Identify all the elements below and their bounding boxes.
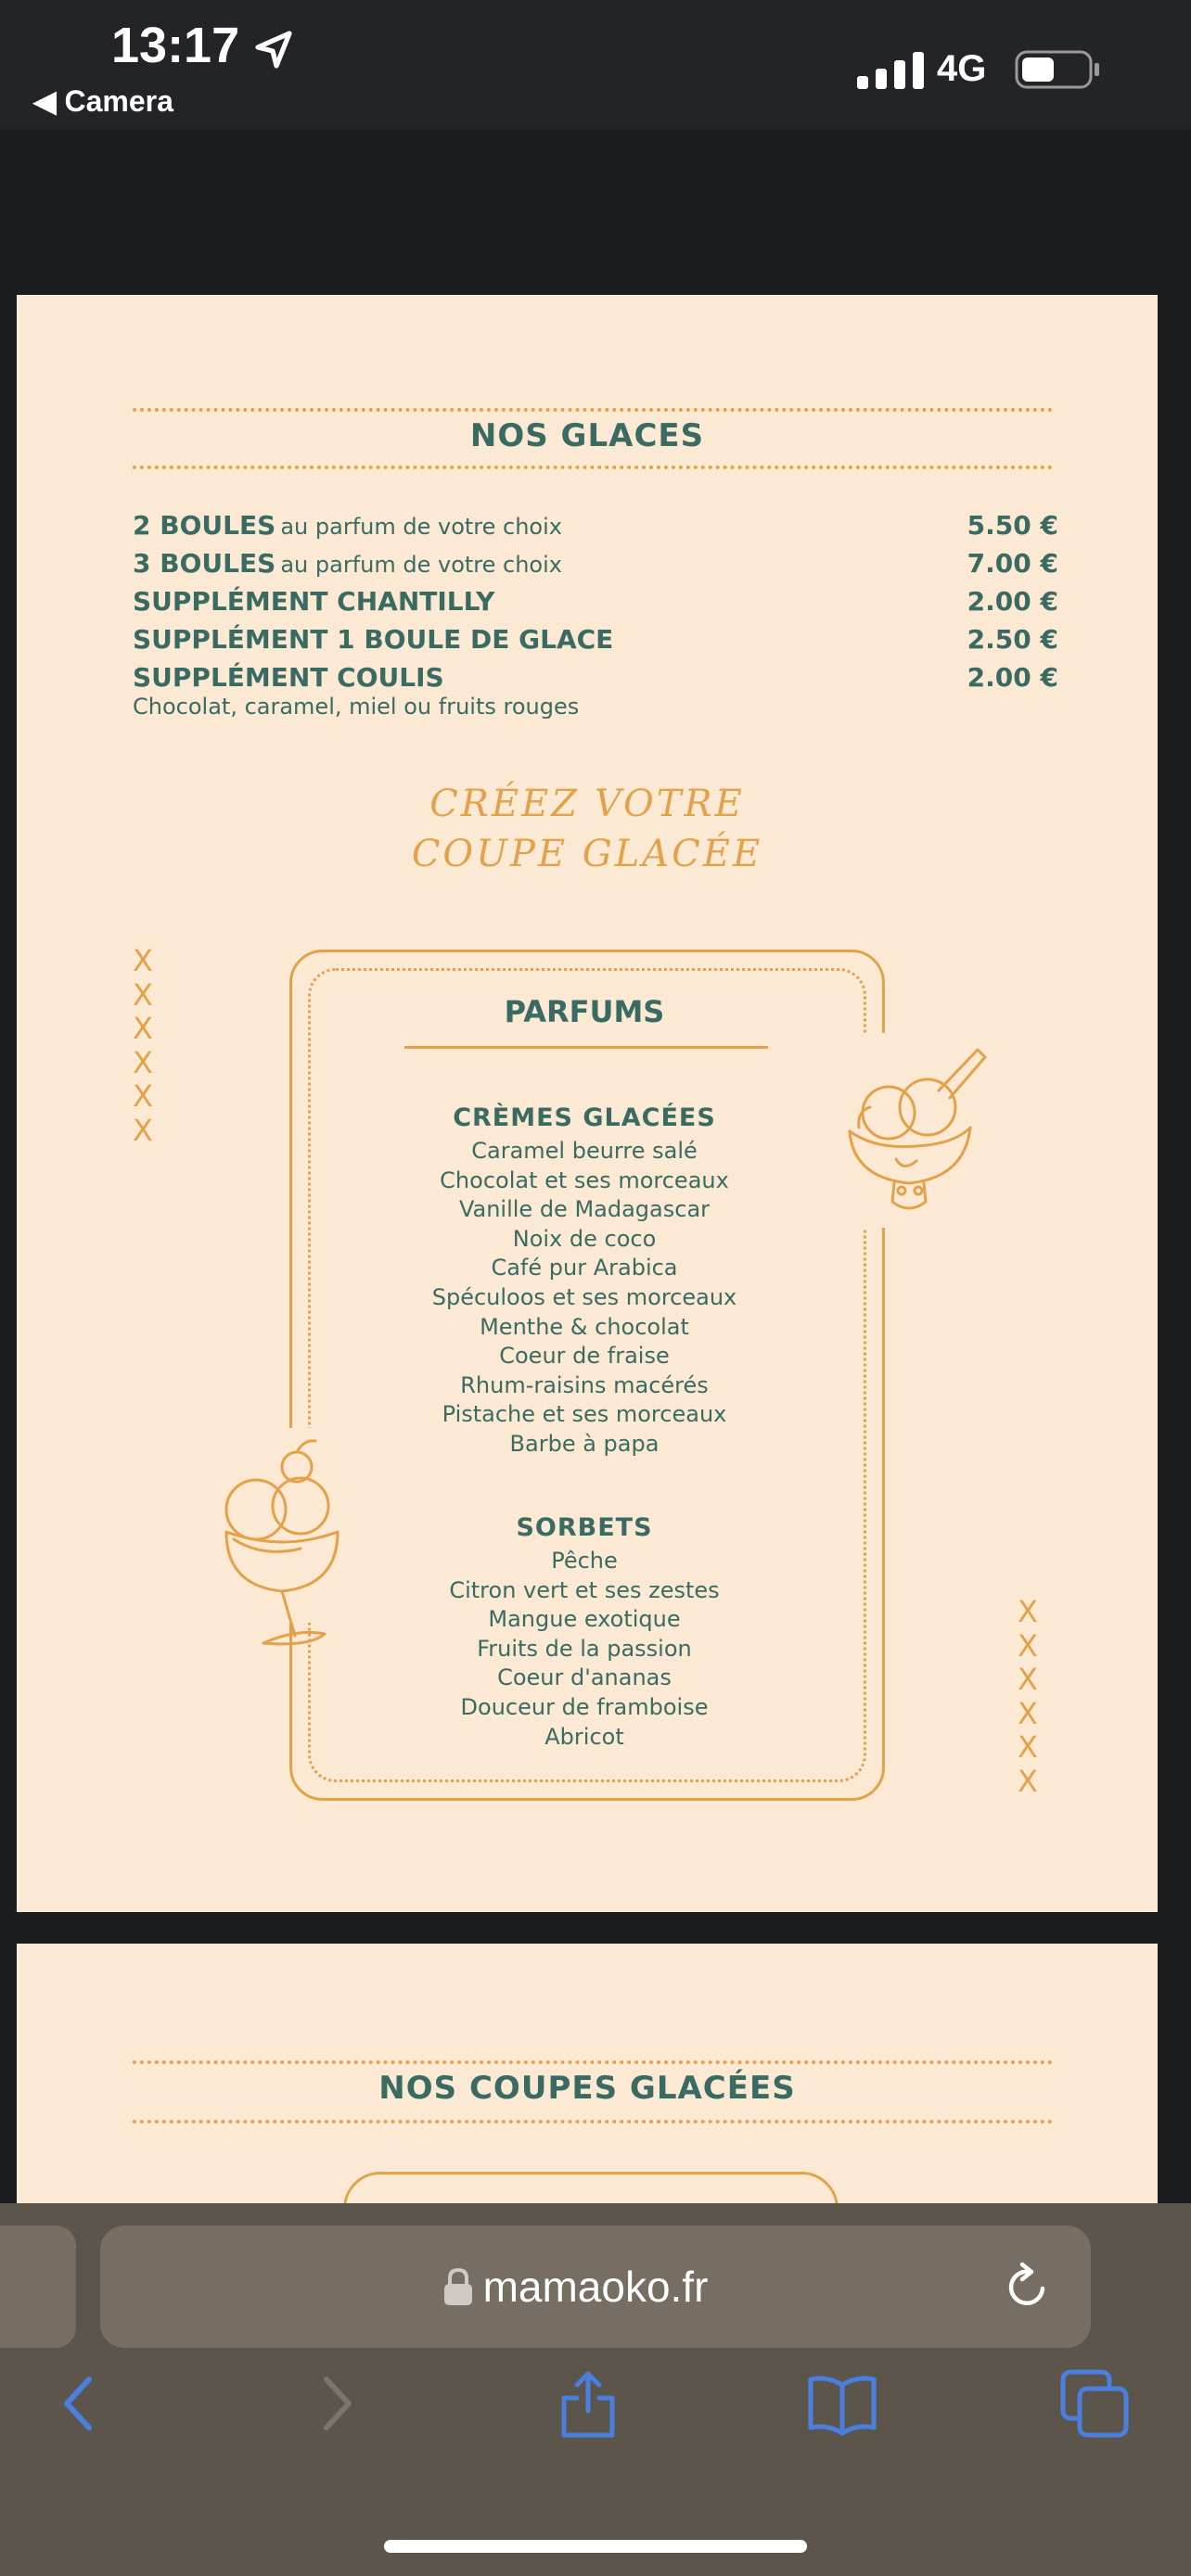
flavor-item: Barbe à papa [509,1430,660,1457]
flavor-item: Douceur de framboise [460,1693,709,1720]
item-name: 2 BOULES [133,510,276,541]
menu-page-glaces [17,295,1158,1912]
share-icon[interactable] [551,2366,625,2441]
flavor-item: Coeur de fraise [499,1343,670,1370]
previous-tab-preview[interactable] [0,2225,76,2348]
cross-mark: X [133,976,153,1013]
creez-heading-line1: CRÉEZ VOTRE [429,783,745,825]
flavor-item: Café pur Arabica [491,1255,678,1282]
bookmarks-icon[interactable] [805,2366,879,2441]
back-to-camera-link[interactable]: ◀ Camera [33,84,173,118]
cross-mark: X [1018,1594,1038,1629]
sorbets-list [289,1547,879,1752]
cross-mark: X [133,1112,153,1148]
signal-bars-icon [857,52,924,89]
address-bar[interactable] [100,2225,1091,2348]
price-row [133,624,1058,661]
flavor-item: Abricot [544,1723,624,1750]
flavor-item: Fruits de la passion [477,1635,692,1662]
price-row [133,548,1058,585]
cremes-glacees-list [289,1137,879,1460]
cross-mark: X [1018,1763,1038,1799]
dotted-divider [133,2120,1053,2123]
decorative-crosses-left [124,944,161,1147]
price-row [133,586,1058,623]
item-description: au parfum de votre choix [280,514,562,540]
reload-icon[interactable] [1002,2261,1054,2313]
flavor-item: Pistache et ses morceaux [442,1401,727,1428]
parfums-underline [404,1046,768,1049]
url-text[interactable]: mamaoko.fr [482,2263,709,2311]
creez-heading-line2: COUPE GLACÉE [411,833,763,875]
dotted-divider [133,2060,1053,2064]
item-description: au parfum de votre choix [280,552,562,578]
tabs-icon[interactable] [1057,2366,1132,2441]
dotted-divider [133,408,1053,412]
cross-mark: X [133,943,153,978]
coulis-note: Chocolat, caramel, miel ou fruits rouges [133,694,580,720]
price-row [133,510,1058,547]
flavor-item: Menthe & chocolat [480,1313,689,1340]
status-bar [0,0,1191,130]
forward-icon[interactable] [299,2366,373,2441]
flavor-item: Rhum-raisins macérés [460,1371,709,1398]
sorbets-title: SORBETS [516,1513,653,1542]
cross-mark: X [1018,1662,1038,1697]
item-price: 7.00 € [967,548,1058,579]
cross-mark: X [1018,1729,1038,1765]
item-price: 2.50 € [967,624,1058,655]
status-time: 13:17 [111,18,240,73]
menu-page-coupes [17,1944,1158,2203]
flavor-item: Pêche [551,1548,618,1574]
coupes-frame [343,2172,839,2203]
section-title-nos-coupes: NOS COUPES GLACÉES [378,2070,796,2107]
item-price: 5.50 € [967,510,1058,541]
item-price: 2.00 € [967,586,1058,617]
flavor-item: Chocolat et ses morceaux [440,1167,729,1193]
dotted-divider [133,465,1053,469]
item-name: SUPPLÉMENT COULIS [133,662,444,693]
flavor-item: Noix de coco [512,1225,657,1252]
item-price: 2.00 € [967,662,1058,693]
back-icon[interactable] [43,2366,117,2441]
item-name: SUPPLÉMENT 1 BOULE DE GLACE [133,624,614,655]
cross-mark: X [133,1044,153,1080]
cross-mark: X [1018,1627,1038,1664]
ice-cream-sundae-icon [839,1042,996,1228]
cross-mark: X [1018,1695,1038,1731]
location-arrow-icon [252,28,297,72]
ice-cream-glass-icon [208,1437,356,1651]
item-name: 3 BOULES [133,548,276,579]
cremes-glacees-title: CRÈMES GLACÉES [453,1103,716,1132]
network-type: 4G [937,48,987,89]
flavor-item: Coeur d'ananas [497,1664,672,1691]
parfums-title: PARFUMS [504,994,665,1029]
flavor-item: Vanille de Madagascar [458,1196,711,1223]
battery-icon [1015,50,1100,89]
home-indicator[interactable] [384,2540,807,2553]
item-name: SUPPLÉMENT CHANTILLY [133,586,495,617]
cross-mark: X [133,1078,153,1114]
flavor-item: Caramel beurre salé [471,1138,698,1164]
flavor-item: Citron vert et ses zestes [449,1576,720,1603]
cross-mark: X [133,1011,153,1046]
browser-bottom-bar [0,2203,1191,2576]
flavor-item: Mangue exotique [488,1606,681,1633]
decorative-crosses-right [1009,1595,1046,1798]
section-title-nos-glaces: NOS GLACES [469,417,705,454]
flavor-item: Spéculoos et ses morceaux [431,1283,737,1310]
